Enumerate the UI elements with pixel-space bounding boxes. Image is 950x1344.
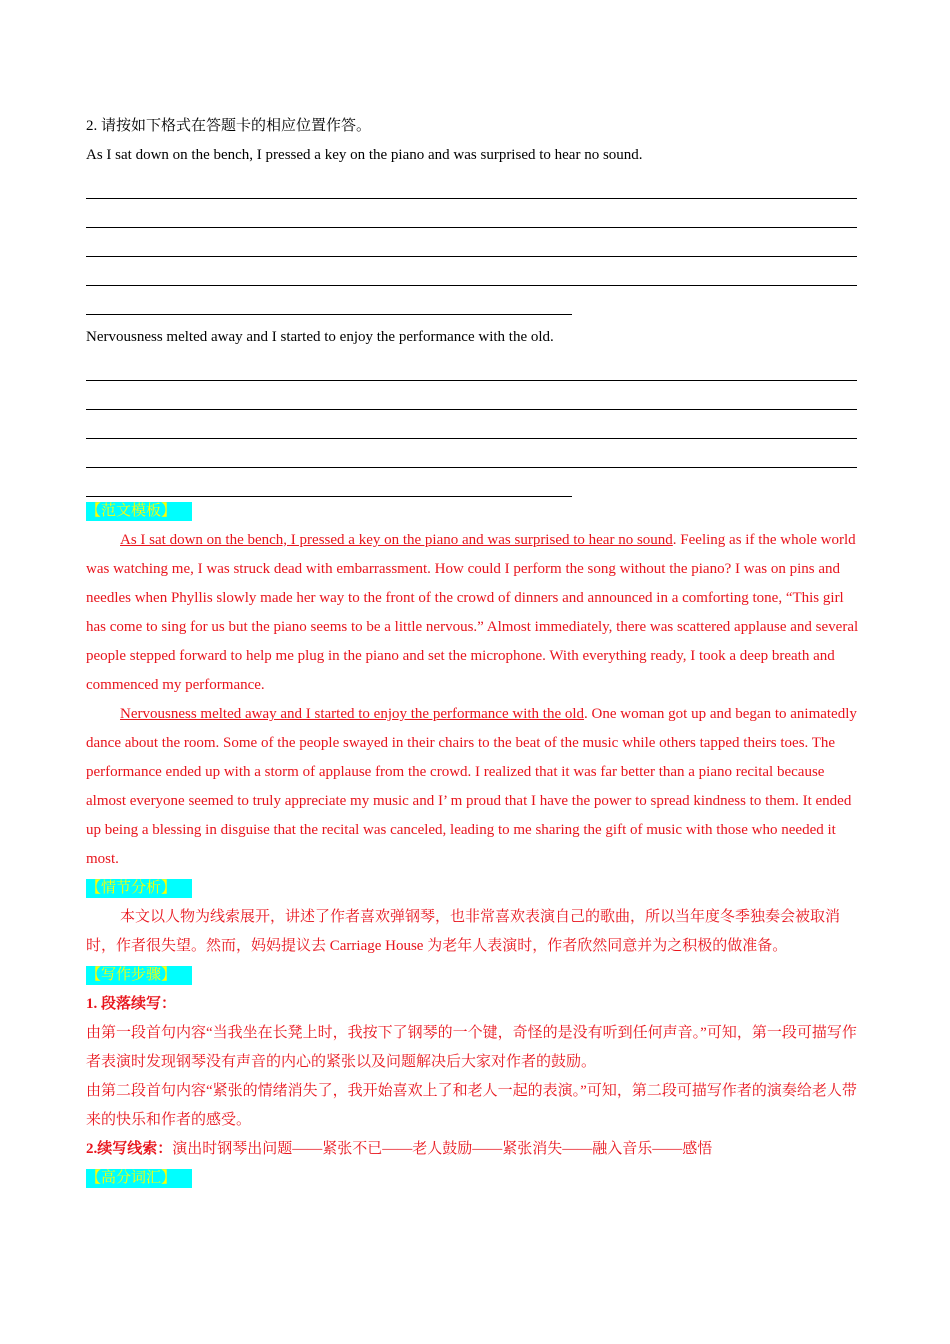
answer-line bbox=[86, 286, 572, 315]
section-tag-model: 【范文模板】 bbox=[86, 502, 192, 521]
prompt-second-paragraph: Nervousness melted away and I started to enjoy the performance with the old. bbox=[86, 329, 554, 345]
document-page bbox=[86, 112, 866, 1193]
model-p1-body: . Feeling as if the whole world was watching me, I was struck dead with embarrassment. How could I perform the song without the piano? I was on pins and needles when Phyllis slowly made her way to the front of the crowd of dinners and announced in a comforting tone, “This girl has come to sing for us but the piano seems to be a little nervous.” Almost immediately, there was scattered applause and several people stepped forward to help me plug in the piano and set the microphone. With everything ready, I took a deep breath and commenced my performance. bbox=[86, 532, 859, 693]
step2-text: 演出时钢琴出问题——紧张不已——老人鼓励——紧张消失——融入音乐——感悟 bbox=[172, 1141, 713, 1157]
instruction: 2. 请按如下格式在答题卡的相应位置作答。 bbox=[86, 118, 372, 134]
answer-line bbox=[86, 257, 857, 286]
step2-title: 2.续写线索： bbox=[86, 1141, 173, 1157]
answer-line bbox=[86, 352, 857, 381]
answer-line bbox=[86, 381, 857, 410]
plot-analysis: 本文以人物为线索展开，讲述了作者喜欢弹钢琴，也非常喜欢表演自己的歌曲，所以当年度冬季独奏会被取消时，作者很失望。然而，妈妈提议去 Carriage House 为老年人表演时，作者欣然同意并为之积极的做准备。 bbox=[86, 909, 841, 954]
model-paragraph-2 bbox=[86, 700, 866, 874]
section-tag-plot: 【情节分析】 bbox=[86, 879, 192, 898]
answer-line bbox=[86, 468, 572, 497]
model-p1-opening: As I sat down on the bench, I pressed a key on the piano and was surprised to hear no sound bbox=[120, 532, 673, 548]
answer-line bbox=[86, 228, 857, 257]
prompt-first-paragraph: As I sat down on the bench, I pressed a key on the piano and was surprised to hear no sound. bbox=[86, 147, 643, 163]
step1-line1: 由第一段首句内容“当我坐在长凳上时，我按下了钢琴的一个键，奇怪的是没有听到任何声音。”可知，第一段可描写作者表演时发现钢琴没有声音的内心的紧张以及问题解决后大家对作者的鼓励。 bbox=[86, 1025, 857, 1070]
step1-line2: 由第二段首句内容“紧张的情绪消失了，我开始喜欢上了和老人一起的表演。”可知，第二段可描写作者的演奏给老人带来的快乐和作者的感受。 bbox=[86, 1083, 857, 1128]
step2 bbox=[86, 1135, 866, 1164]
section-tag-vocab: 【高分词汇】 bbox=[86, 1169, 192, 1188]
model-p2-opening: Nervousness melted away and I started to enjoy the performance with the old bbox=[120, 706, 585, 722]
answer-line bbox=[86, 439, 857, 468]
answer-line bbox=[86, 410, 857, 439]
answer-line bbox=[86, 170, 857, 199]
answer-line bbox=[86, 199, 857, 228]
section-tag-steps: 【写作步骤】 bbox=[86, 966, 192, 985]
step1-title: 1. 段落续写： bbox=[86, 996, 177, 1012]
model-paragraph-1 bbox=[86, 526, 866, 700]
model-p2-body: . One woman got up and began to animatedly dance about the room. Some of the people swayed in their chairs to the beat of the music while others tapped theirs toes. The performance ended up with a storm of applause from the crowd. I realized that it was far better than a piano recital because almost everyone seemed to truly appreciate my music and I’ m proud that I have the power to spread kindness to them. It ended up being a blessing in disguise that the recital was canceled, leading to me sharing the gift of music with those who needed it most. bbox=[86, 706, 857, 867]
